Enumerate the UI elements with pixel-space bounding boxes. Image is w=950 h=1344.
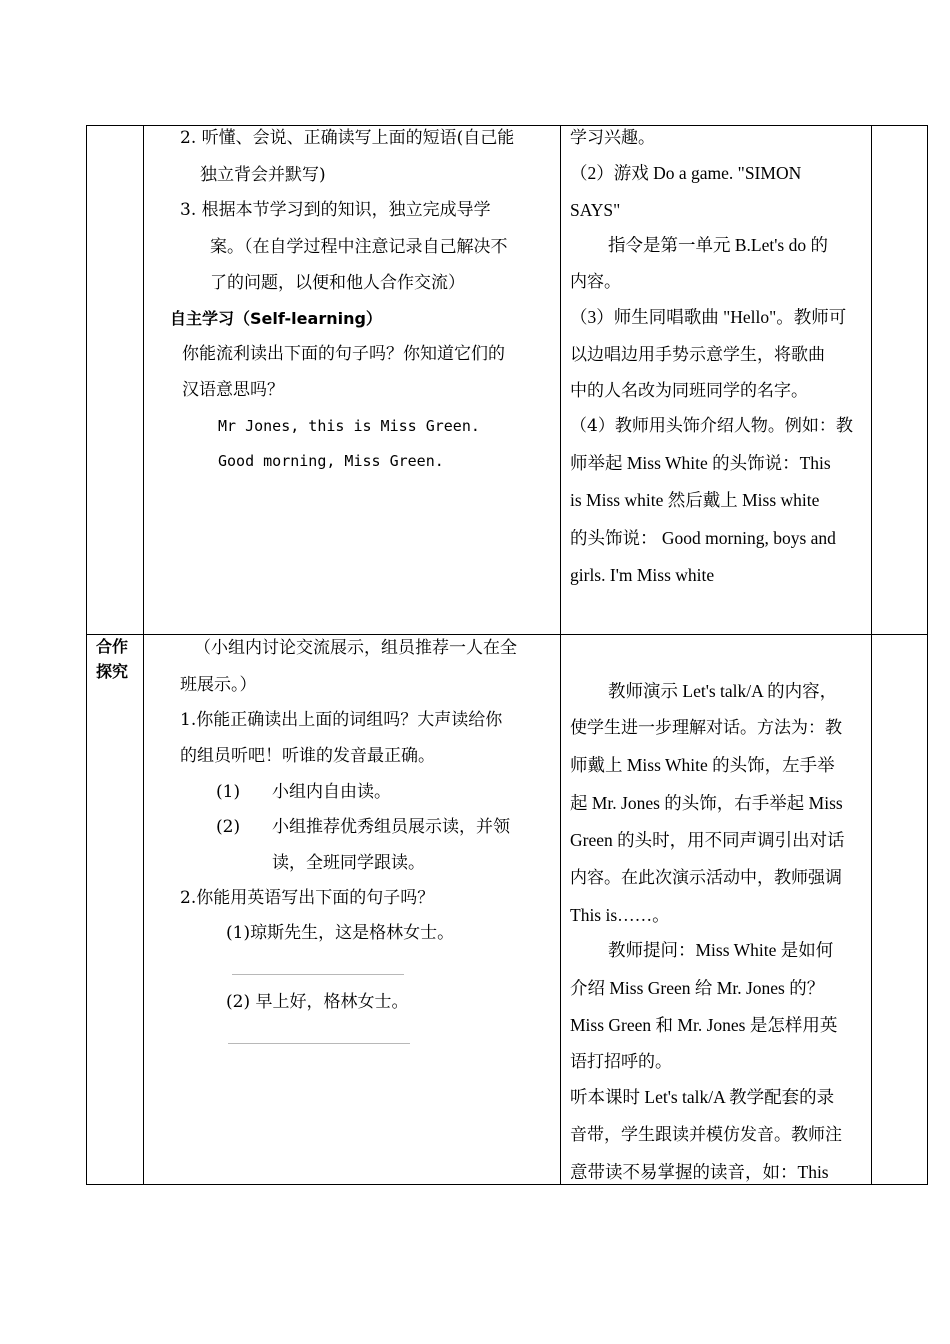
activity-line: 内容。在此次演示活动中，教师强调 [570, 868, 842, 888]
objective-line: 3. 根据本节学习到的知识，独立完成导学 [180, 200, 491, 220]
activity-line: 听本课时 Let's talk/A 教学配套的录 [570, 1087, 835, 1107]
self-learning-heading: 自主学习（Self-learning） [170, 309, 382, 328]
activity-line: 内容。 [570, 272, 621, 292]
task-line: （小组内讨论交流展示，组员推荐一人在全 [194, 638, 517, 658]
activity-line: 的头饰说： Good morning, boys and [570, 528, 836, 548]
task-line: 班展示。） [180, 675, 257, 695]
activity-line: 师举起 Miss White 的头饰说：This [570, 453, 831, 473]
section-label: 探究 [96, 662, 129, 681]
activity-line: 使学生进一步理解对话。方法为：教 [570, 718, 842, 738]
objective-line: 了的问题，以便和他人合作交流） [210, 273, 465, 293]
task-line: 读，全班同学跟读。 [272, 853, 425, 873]
row-divider [87, 634, 927, 635]
column-divider-2 [560, 126, 561, 1184]
activity-line: 以边唱边用手势示意学生，将歌曲 [570, 345, 825, 365]
activity-line: Miss Green 和 Mr. Jones 是怎样用英 [570, 1015, 838, 1035]
section-label: 合作 [96, 637, 129, 656]
task-number: (2) [216, 817, 241, 837]
task-line: 1.你能正确读出上面的词组吗？大声读给你 [180, 710, 503, 730]
question-line: 汉语意思吗？ [182, 380, 284, 400]
activity-line: 学习兴趣。 [570, 128, 655, 148]
activity-line: 介绍 Miss Green 给 Mr. Jones 的？ [570, 978, 825, 998]
answer-blank [228, 1043, 410, 1044]
sentence-line: Mr Jones, this is Miss Green. [218, 417, 480, 435]
column-divider-1 [143, 126, 144, 1184]
column-divider-3 [871, 126, 872, 1184]
activity-line: 音带，学生跟读并模仿发音。教师注 [570, 1125, 842, 1145]
objective-line: 案。（在自学过程中注意记录自己解决不 [210, 237, 508, 257]
activity-line: girls. I'm Miss white [570, 565, 715, 585]
activity-line: 意带读不易掌握的读音，如：This [570, 1162, 829, 1182]
activity-line: 师戴上 Miss White 的头饰，左手举 [570, 755, 835, 775]
activity-line: 中的人名改为同班同学的名字。 [570, 381, 808, 401]
task-line: (2) 早上好，格林女士。 [226, 992, 409, 1012]
question-line: 你能流利读出下面的句子吗？你知道它们的 [182, 344, 505, 364]
activity-line: 起 Mr. Jones 的头饰，右手举起 Miss [570, 793, 843, 813]
activity-line: 语打招呼的。 [570, 1052, 672, 1072]
activity-line: （3）师生同唱歌曲 "Hello"。教师可 [570, 307, 847, 327]
task-line: 的组员听吧！听谁的发音最正确。 [180, 746, 435, 766]
task-line: (1)琼斯先生，这是格林女士。 [226, 923, 455, 943]
activity-line: is Miss white 然后戴上 Miss white [570, 490, 820, 510]
task-line: 2.你能用英语写出下面的句子吗？ [180, 888, 435, 908]
task-line: 小组推荐优秀组员展示读，并领 [272, 817, 510, 837]
activity-line: 指令是第一单元 B.Let's do 的 [608, 235, 828, 255]
activity-line: Green 的头时，用不同声调引出对话 [570, 830, 845, 850]
activity-line: 教师演示 Let's talk/A 的内容， [608, 681, 838, 701]
task-number: (1) [216, 782, 241, 802]
activity-line: （2）游戏 Do a game. "SIMON [570, 163, 802, 183]
activity-line: SAYS" [570, 200, 621, 220]
objective-line: 独立背会并默写) [200, 165, 326, 185]
activity-line: 教师提问：Miss White 是如何 [608, 940, 834, 960]
activity-line: （4）教师用头饰介绍人物。例如：教 [570, 416, 853, 436]
sentence-line: Good morning, Miss Green. [218, 452, 444, 470]
objective-line: 2. 听懂、会说、正确读写上面的短语(自己能 [180, 128, 515, 148]
task-line: 小组内自由读。 [272, 782, 391, 802]
activity-line: This is……。 [570, 905, 670, 925]
answer-blank [232, 974, 404, 975]
